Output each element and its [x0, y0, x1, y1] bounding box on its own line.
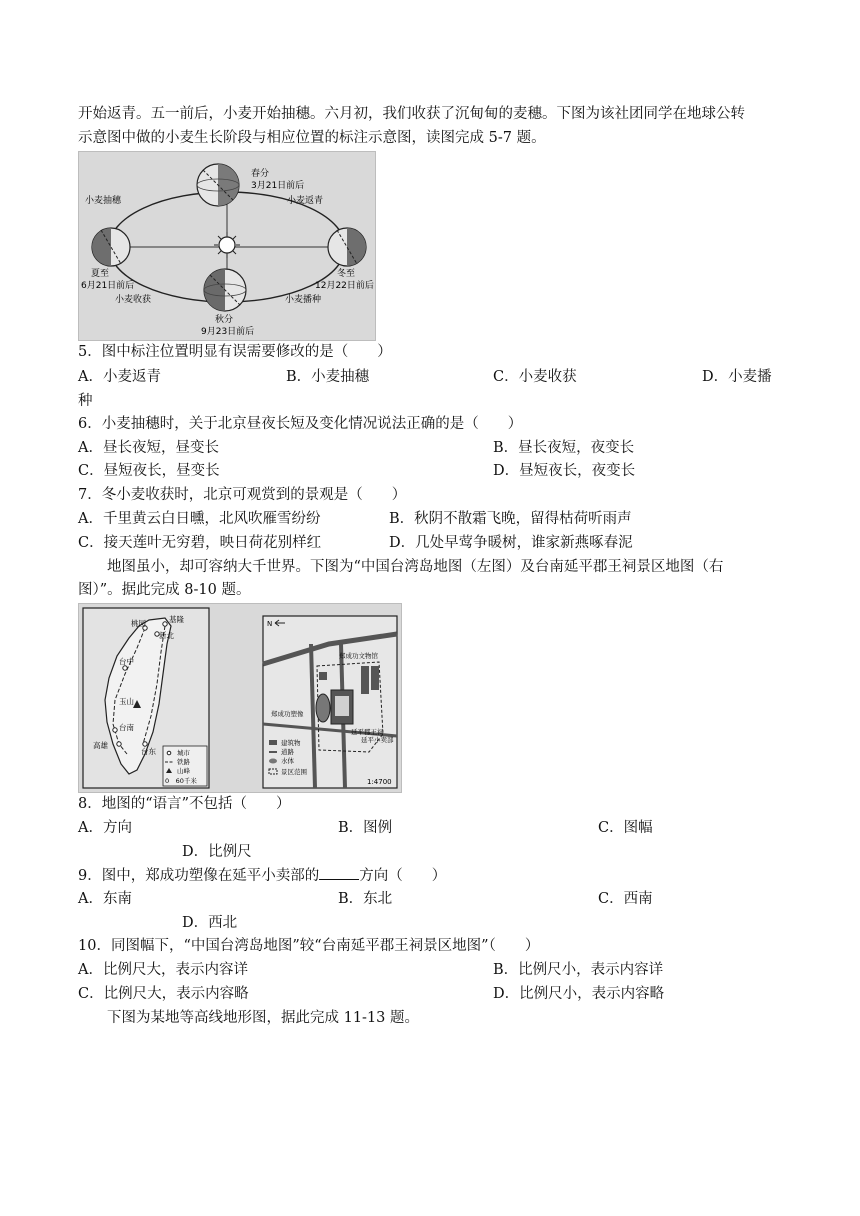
label-spring: 春分 [251, 169, 270, 179]
label-tainan: 台南 [119, 723, 134, 732]
label-museum: 郑成功文物馆 [339, 652, 378, 660]
intro-line-1: 开始返青。五一前后，小麦开始抽穗。六月初，我们收获了沉甸甸的麦穗。下图为该社团同学在地球公转 [78, 106, 745, 122]
legend-water-icon [269, 759, 277, 764]
city-tainan-icon [113, 728, 117, 732]
q8-stem: 8．地图的“语言”不包括（ ） [78, 796, 291, 812]
legend-scenic-label: 景区范围 [281, 768, 307, 776]
earth-spring-icon [197, 164, 239, 206]
city-keelung-icon [163, 622, 167, 626]
q9-option-d[interactable]: D．西北 [182, 915, 238, 931]
city-taizhong-icon [123, 666, 127, 670]
q5-option-d[interactable]: D．小麦播 [702, 369, 772, 385]
q10-option-a[interactable]: A．比例尺大，表示内容详 [78, 962, 248, 978]
label-wheat-greening: 小麦返青 [287, 196, 324, 206]
label-autumn-date: 9月23日前后 [201, 327, 255, 337]
q9-answer-blank[interactable] [319, 865, 359, 880]
q9-stem [78, 865, 446, 886]
q6-option-a[interactable]: A．昼长夜短，昼变长 [78, 440, 219, 456]
q5-option-b[interactable]: B．小麦抽穗 [286, 369, 370, 385]
q9-option-b[interactable]: B．东北 [338, 891, 393, 907]
earth-winter-icon [328, 228, 366, 266]
taiwan-maps-figure [78, 603, 402, 793]
label-winter-date: 12月22日前后 [315, 281, 374, 291]
q7-option-d[interactable]: D．几处早莺争暖树，谁家新燕啄春泥 [389, 535, 633, 551]
q5-stem: 5．图中标注位置明显有误需要修改的是（ ） [78, 344, 392, 360]
q6-option-b[interactable]: B．昼长夜短，夜变长 [493, 440, 635, 456]
label-keelung: 基隆 [169, 615, 184, 624]
q9-option-c[interactable]: C．西南 [598, 891, 653, 907]
q10-option-d[interactable]: D．比例尺小，表示内容略 [493, 986, 665, 1002]
q9-option-a[interactable]: A．东南 [78, 891, 132, 907]
label-taidong: 台东 [141, 747, 156, 756]
q8-option-a[interactable]: A．方向 [78, 820, 132, 836]
north-label: N [267, 620, 273, 628]
label-summer-date: 6月21日前后 [81, 281, 135, 291]
city-gaoxiong-icon [117, 742, 121, 746]
q5-option-c[interactable]: C．小麦收获 [493, 369, 577, 385]
taiwan-scale-label: 0 60千米 [165, 777, 197, 785]
q5-option-a[interactable]: A．小麦返青 [78, 369, 161, 385]
small-building [319, 672, 327, 680]
earth-orbit-figure [78, 151, 376, 341]
label-taizhong: 台中 [119, 657, 134, 666]
q10-option-c[interactable]: C．比例尺大，表示内容略 [78, 986, 249, 1002]
q8-option-b[interactable]: B．图例 [338, 820, 393, 836]
label-wheat-harvest: 小麦收获 [115, 295, 152, 305]
label-xinbei: 新北 [159, 631, 174, 640]
legend-city-icon [167, 751, 171, 755]
label-spring-date: 3月21日前后 [251, 181, 305, 191]
legend-rail-label: 铁路 [177, 758, 190, 766]
q10-stem: 10．同图幅下，“中国台湾岛地图”较“台南延平郡王祠景区地图”（ ） [78, 938, 540, 954]
legend-peak-label: 山峰 [177, 767, 190, 775]
label-yushan: 玉山 [119, 697, 134, 706]
intro2-line-1: 地图虽小，却可容纳大千世界。下图为“中国台湾岛地图（左图）及台南延平郡王祠景区地图（右 [107, 559, 724, 575]
q7-option-a[interactable]: A．千里黄云白日曛，北风吹雁雪纷纷 [78, 511, 321, 527]
q6-stem: 6．小麦抽穗时，关于北京昼夜长短及变化情况说法正确的是（ ） [78, 416, 523, 432]
label-shrine: 延平郡王祠 [351, 728, 384, 736]
earth-autumn-icon [204, 269, 246, 311]
q7-option-c[interactable]: C．接天莲叶无穷碧，映日荷花别样红 [78, 535, 322, 551]
legend-water-label: 水体 [281, 757, 294, 765]
label-summer: 夏至 [91, 269, 110, 279]
q8-option-c[interactable]: C．图幅 [598, 820, 653, 836]
q6-option-d[interactable]: D．昼短夜长，夜变长 [493, 463, 636, 479]
water-body [316, 694, 330, 722]
sun-icon [214, 232, 240, 258]
intro3: 下图为某地等高线地形图，据此完成 11-13 题。 [107, 1010, 420, 1026]
label-statue: 郑成功塑像 [271, 710, 304, 718]
q9-stem-part-1: 9．图中，郑成功塑像在延平小卖部的 [78, 868, 320, 884]
intro-line-2: 示意图中做的小麦生长阶段与相应位置的标注示意图，读图完成 5-7 题。 [78, 130, 546, 146]
q9-stem-part-2: 方向（ ） [359, 868, 447, 884]
q8-option-d[interactable]: D．比例尺 [182, 844, 252, 860]
legend-city-label: 城市 [177, 749, 190, 757]
legend-building-icon [269, 740, 277, 745]
label-autumn: 秋分 [215, 315, 234, 325]
scenic-scale-label: 1:4700 [367, 778, 392, 786]
q7-option-b[interactable]: B．秋阴不散霜飞晚，留得枯荷听雨声 [389, 511, 632, 527]
earth-summer-icon [92, 228, 130, 266]
legend-building-label: 建筑物 [281, 739, 301, 747]
city-taidong-icon [143, 742, 147, 746]
legend-road-label: 道路 [281, 748, 294, 756]
museum-building-2 [371, 666, 379, 690]
label-taoyuan: 桃园 [131, 619, 146, 628]
q6-option-c[interactable]: C．昼短夜长，昼变长 [78, 463, 220, 479]
label-gaoxiong: 高雄 [93, 741, 108, 750]
label-shop: 延平小卖部 [361, 736, 394, 744]
shrine-courtyard [335, 696, 349, 716]
q7-stem: 7．冬小麦收获时，北京可观赏到的景观是（ ） [78, 487, 407, 503]
q5-option-d-wrap: 种 [78, 393, 93, 409]
label-winter: 冬至 [337, 269, 356, 279]
label-wheat-sowing: 小麦播种 [285, 295, 322, 305]
label-wheat-heading: 小麦抽穗 [85, 196, 122, 206]
intro2-line-2: 图）”。据此完成 8-10 题。 [78, 582, 251, 598]
q10-option-b[interactable]: B．比例尺小，表示内容详 [493, 962, 664, 978]
museum-building-1 [361, 666, 369, 694]
